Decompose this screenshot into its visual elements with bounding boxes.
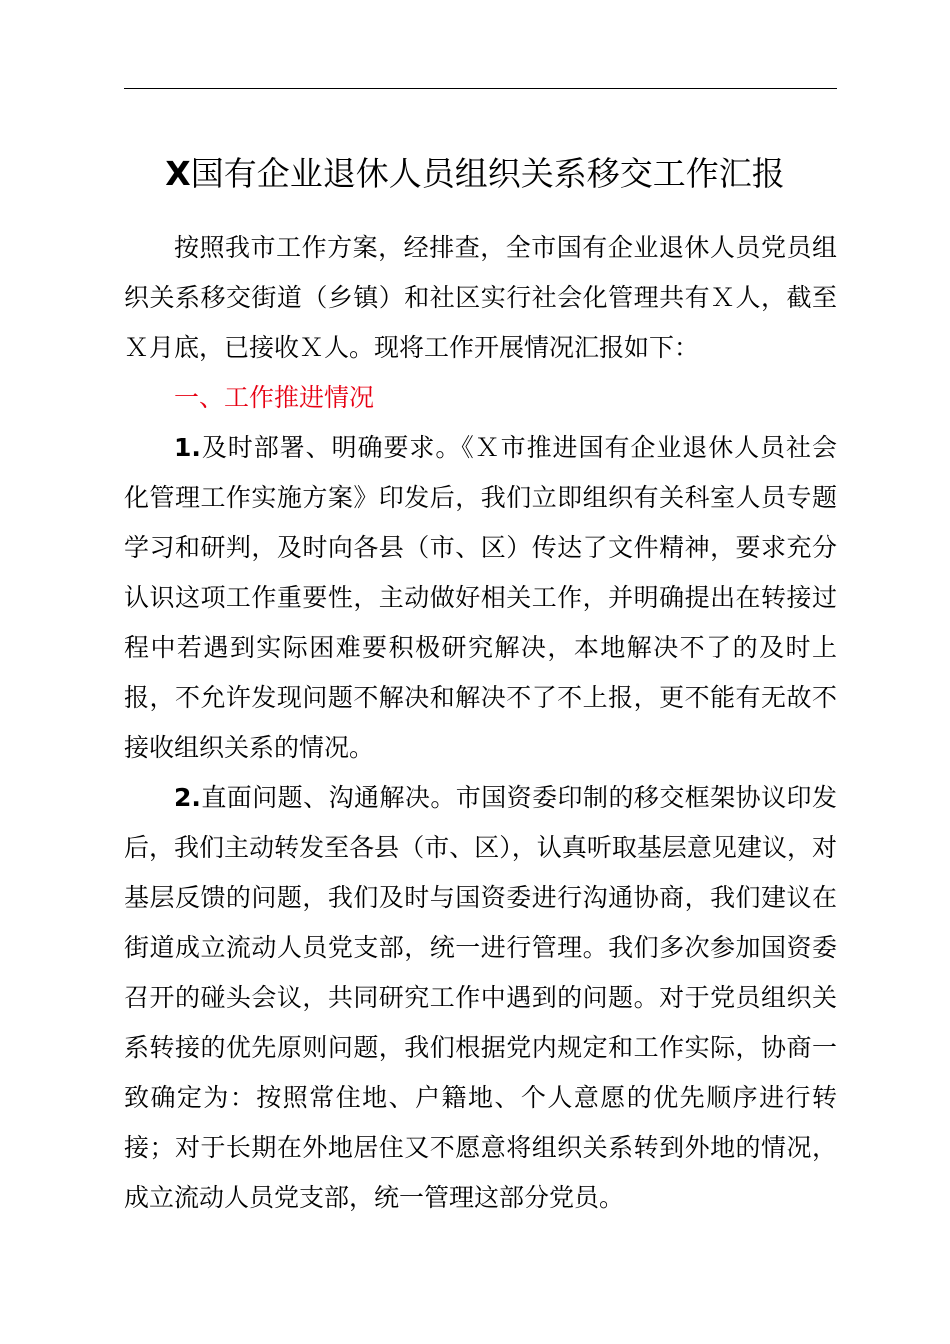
item-2-number: 2. <box>174 783 201 812</box>
document-body <box>124 223 837 1223</box>
item-1-paragraph <box>124 423 837 773</box>
intro-paragraph: 按照我市工作方案，经排查，全市国有企业退休人员党员组织关系移交街道（乡镇）和社区实行社会化管理共有Ｘ人，截至Ｘ月底，已接收Ｘ人。现将工作开展情况汇报如下： <box>124 233 837 362</box>
header-rule <box>124 88 837 89</box>
item-2-text: 直面问题、沟通解决。市国资委印制的移交框架协议印发后，我们主动转发至各县（市、区），认真听取基层意见建议，对基层反馈的问题，我们及时与国资委进行沟通协商，我们建议在街道成立流动人员党支部，统一进行管理。我们多次参加国资委召开的碰头会议，共同研究工作中遇到的问题。对于党员组织关系转接的优先原则问题，我们根据党内规定和工作实际，协商一致确定为：按照常住地、户籍地、个人意愿的优先顺序进行转接；对于长期在外地居住又不愿意将组织关系转到外地的情况，成立流动人员党支部，统一管理这部分党员。 <box>124 783 837 1212</box>
section-heading: 一、工作推进情况 <box>174 383 375 412</box>
document-title <box>0 148 950 200</box>
item-1-number: 1. <box>174 433 201 462</box>
item-2-paragraph <box>124 773 837 1223</box>
title-text: 国有企业退休人员组织关系移交工作汇报 <box>190 154 785 193</box>
item-1-text: 及时部署、明确要求。《Ｘ市推进国有企业退休人员社会化管理工作实施方案》印发后，我们立即组织有关科室人员专题学习和研判，及时向各县（市、区）传达了文件精神，要求充分认识这项工作重要性，主动做好相关工作，并明确提出在转接过程中若遇到实际困难要积极研究解决，本地解决不了的及时上报，不允许发现问题不解决和解决不了不上报，更不能有无故不接收组织关系的情况。 <box>124 433 837 762</box>
title-prefix: X <box>165 154 191 193</box>
